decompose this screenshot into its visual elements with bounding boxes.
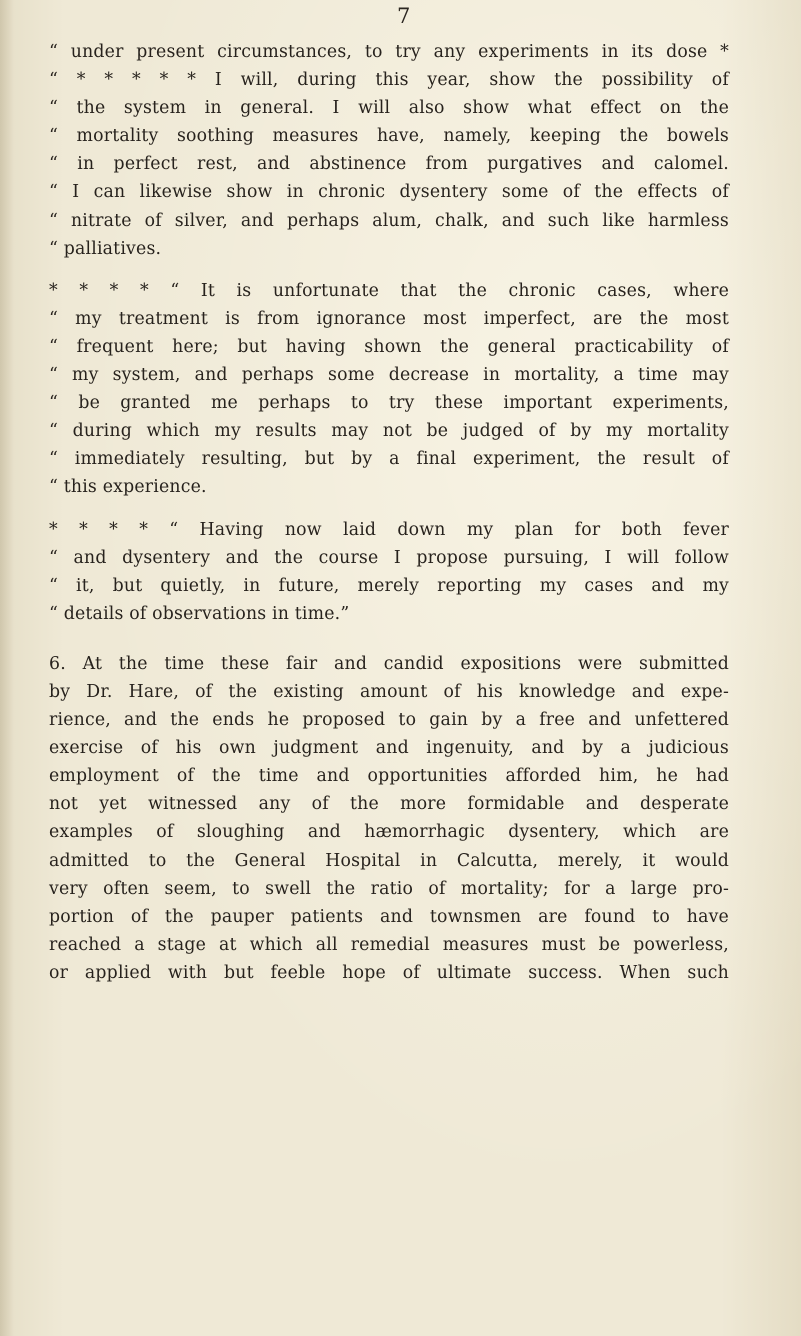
text-line: employment of the time and opportunities afforded him, he had: [49, 766, 729, 787]
quote-block-2: [49, 277, 729, 502]
text-line: “ nitrate of silver, and perhaps alum, chalk, and such like harmless: [49, 210, 729, 231]
page-number: 7: [397, 4, 411, 28]
text-line: * * * * “ It is unfortunate that the chronic cases, where: [49, 280, 729, 301]
text-line: rience, and the ends he proposed to gain by a free and unfettered: [49, 710, 729, 731]
text-line: “ immediately resulting, but by a final experiment, the result of: [49, 449, 729, 470]
text-line: reached a stage at which all remedial measures must be powerless,: [49, 934, 729, 955]
page-body-text: [49, 38, 729, 987]
text-line: or applied with but feeble hope of ultimate success. When such: [49, 962, 729, 983]
text-line: “ mortality soothing measures have, namely, keeping the bowels: [49, 126, 729, 147]
text-line: “ be granted me perhaps to try these important experiments,: [49, 393, 729, 414]
text-line: “ under present circumstances, to try any experiments in its dose *: [49, 42, 729, 62]
quote-block-1: [49, 38, 729, 263]
text-line: “ this experience.: [49, 477, 207, 498]
text-line: “ my system, and perhaps some decrease in mortality, a time may: [49, 365, 729, 386]
text-line: “ during which my results may not be judged of by my mortality: [49, 421, 729, 442]
text-line: “ palliatives.: [49, 238, 162, 259]
text-line: “ frequent here; but having shown the general practicability of: [49, 336, 729, 357]
text-line: examples of sloughing and hæmorrhagic dysentery, which are: [49, 822, 729, 843]
text-line: “ and dysentery and the course I propose pursuing, I will follow: [49, 547, 729, 568]
text-line: “ my treatment is from ignorance most imperfect, are the most: [49, 308, 729, 329]
text-line: admitted to the General Hospital in Calcutta, merely, it would: [49, 850, 729, 871]
text-line: “ * * * * * I will, during this year, show the possibility of: [49, 70, 729, 91]
text-line: * * * * “ Having now laid down my plan for both fever: [49, 519, 729, 540]
text-line: portion of the pauper patients and townsmen are found to have: [49, 906, 729, 927]
text-line: exercise of his own judgment and ingenuity, and by a judicious: [49, 738, 729, 759]
text-line: “ the system in general. I will also show what effect on the: [49, 98, 729, 119]
text-line: “ details of observations in time.”: [49, 603, 350, 624]
paragraph-6: [49, 650, 729, 987]
text-line: “ it, but quietly, in future, merely reporting my cases and my: [49, 575, 729, 596]
text-line: “ I can likewise show in chronic dysentery some of the effects of: [49, 182, 729, 203]
text-line: very often seem, to swell the ratio of mortality; for a large pro-: [49, 878, 729, 899]
text-line: by Dr. Hare, of the existing amount of his knowledge and expe-: [49, 681, 729, 702]
quote-block-3: [49, 516, 729, 628]
text-line: not yet witnessed any of the more formidable and desperate: [49, 794, 729, 815]
page-gutter-shadow: [0, 0, 14, 1336]
text-line: 6. At the time these fair and candid expositions were submitted: [49, 653, 729, 674]
text-line: “ in perfect rest, and abstinence from purgatives and calomel.: [49, 154, 729, 175]
